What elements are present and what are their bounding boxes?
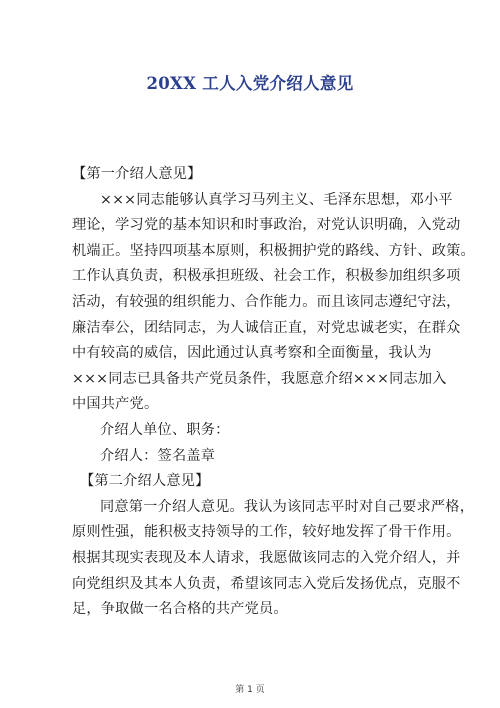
section2-line-3: 根据其现实表现及本人请求，我愿做该同志的入党介绍人，并 xyxy=(72,549,461,566)
introducer-unit-label: 介绍人单位、职务： xyxy=(100,421,230,438)
section1-line-1: ×××同志能够认真学习马列主义、毛泽东思想，邓小平 xyxy=(100,191,453,208)
section2-line-4: 向党组织及其本人负责，希望该同志入党后发扬优点，克服不 xyxy=(72,575,461,592)
section2-heading: 【第二介绍人意见】 xyxy=(80,473,210,490)
page-number: 第 1 页 xyxy=(235,685,265,695)
section1-line-6: 廉洁奉公，团结同志，为人诚信正直，对党忠诚老实，在群众 xyxy=(72,319,461,336)
introducer-sign-label: 介绍人：签名盖章 xyxy=(100,447,216,464)
section1-line-7: 中有较高的威信，因此通过认真考察和全面衡量，我认为 xyxy=(72,345,432,362)
section1-line-3: 机端正。坚持四项基本原则，积极拥护党的路线、方针、政策。 xyxy=(72,242,475,259)
section2-line-2: 原则性强，能积极支持领导的工作，较好地发挥了骨干作用。 xyxy=(72,524,461,541)
section2-line-5: 足，争取做一名合格的共产党员。 xyxy=(72,601,288,618)
section2-line-1: 同意第一介绍人意见。我认为该同志平时对自己要求严格， xyxy=(100,498,475,515)
section1-line-8: ×××同志已具备共产党员条件，我愿意介绍×××同志加入 xyxy=(72,370,447,387)
section1-line-2: 理论，学习党的基本知识和时事政治，对党认识明确，入党动 xyxy=(72,217,461,234)
document-title: 20XX 工人入党介绍人意见 xyxy=(146,74,354,93)
section1-heading: 【第一介绍人意见】 xyxy=(72,166,202,182)
document-body xyxy=(72,162,475,623)
section1-line-9: 中国共产党。 xyxy=(72,396,159,413)
section1-line-5: 活动，有较强的组织能力、合作能力。而且该同志遵纪守法， xyxy=(72,293,461,310)
section1-line-4: 工作认真负责，积极承担班级、社会工作，积极参加组织多项 xyxy=(72,268,461,285)
